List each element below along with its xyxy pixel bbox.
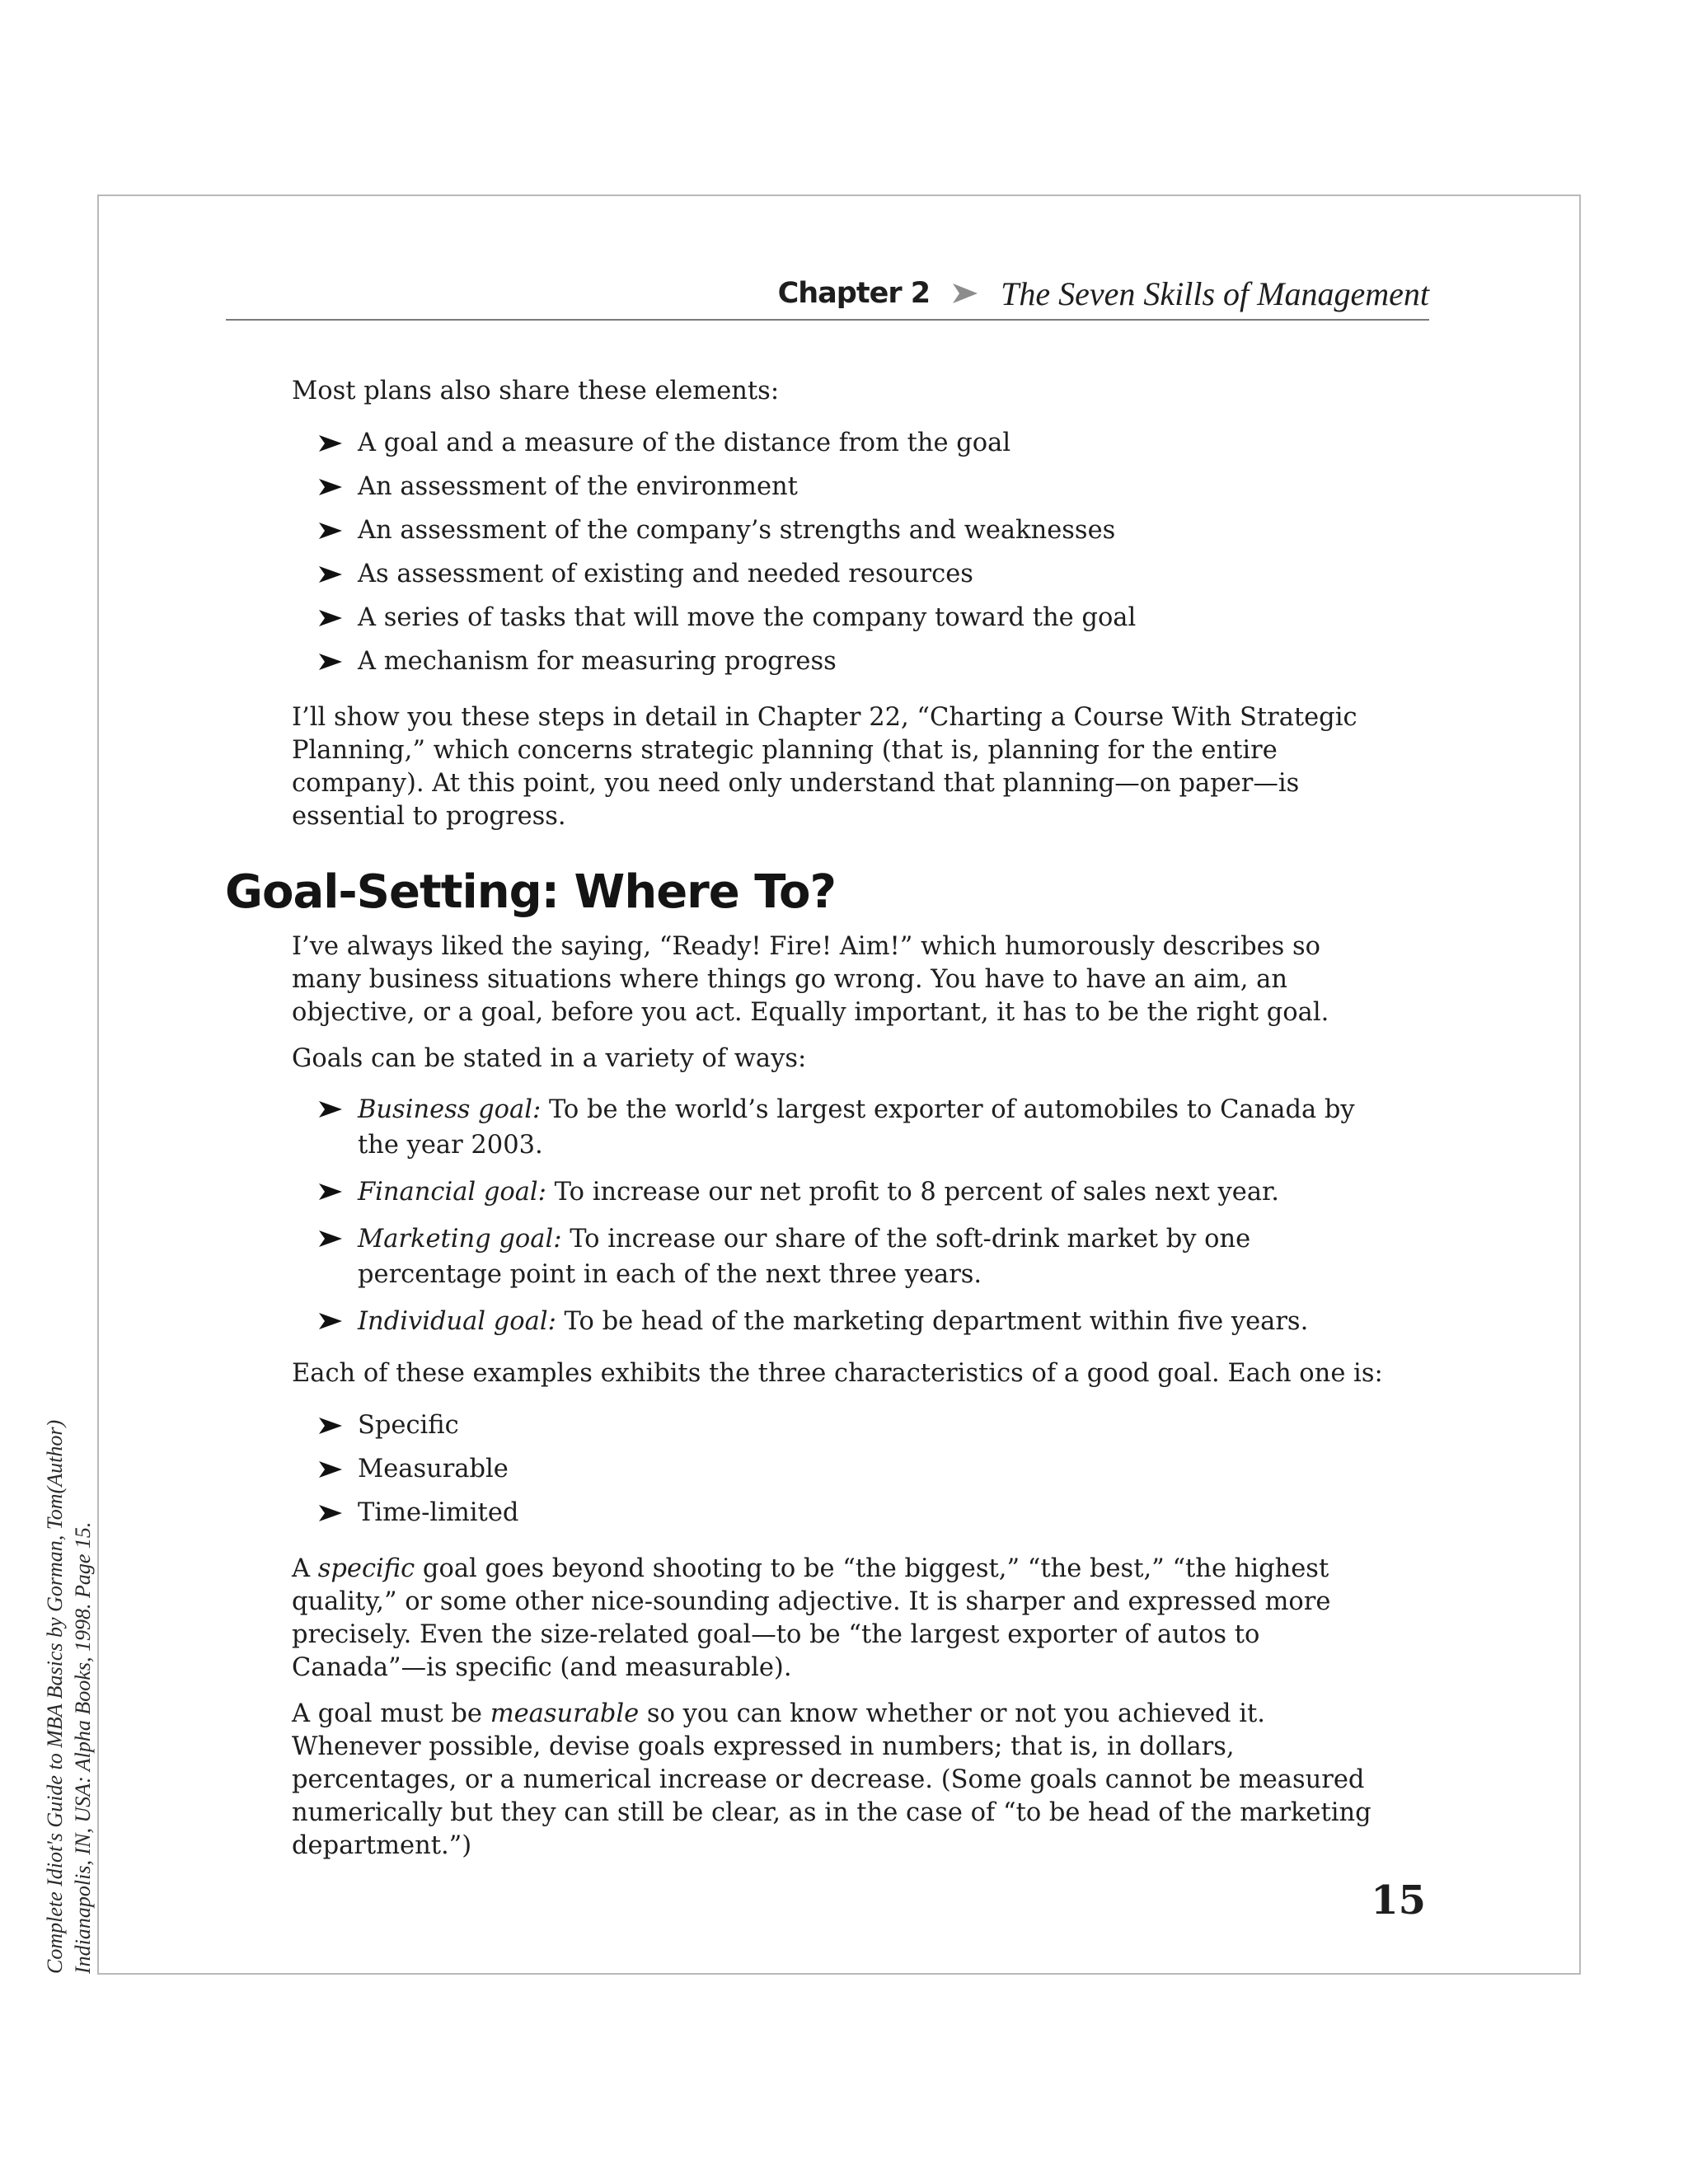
goal-description: To be head of the marketing department within five years.: [556, 1307, 1309, 1336]
list-item: [318, 465, 1396, 509]
chapter-label: Chapter 2: [777, 277, 931, 310]
specific-paragraph: [292, 1553, 1396, 1685]
arrowhead-bullet-icon: [318, 1100, 343, 1118]
list-item: [318, 1404, 1396, 1447]
arrowhead-bullet-icon: [318, 522, 343, 540]
arrowhead-bullet-icon: [318, 1230, 343, 1248]
arrowhead-bullet-icon: [318, 434, 343, 452]
measurable-text-before: A goal must be: [292, 1699, 490, 1728]
specific-text-before: A: [292, 1554, 318, 1583]
page-body: [225, 375, 1396, 1876]
goal-type-label: Financial goal:: [358, 1178, 546, 1207]
list-item: [318, 1447, 1396, 1491]
arrowhead-icon: [951, 281, 979, 306]
specific-emphasis: specific: [317, 1554, 415, 1583]
section-heading: Goal-Setting: Where To?: [225, 865, 836, 919]
running-header: [226, 268, 1429, 321]
arrowhead-bullet-icon: [318, 1312, 343, 1330]
measurable-text-after: so you can know whether or not you achieved it. Whenever possible, devise goals expressed in numbers; that is, in dollars, percentages, or a numerical increase or decrease. (Some goals cannot be measured numerically but they can still be clear, as in the case of “to be head of the marketing department.”): [292, 1699, 1372, 1860]
characteristics-list: [292, 1404, 1396, 1535]
chapter-title: The Seven Skills of Management: [1001, 274, 1429, 312]
list-item-text: A mechanism for measuring progress: [358, 647, 837, 676]
list-item-text: Measurable: [358, 1455, 509, 1483]
goal-description: To increase our net profit to 8 percent of sales next year.: [546, 1178, 1279, 1207]
list-item: [318, 1171, 1396, 1210]
page-number: 15: [1371, 1877, 1426, 1924]
measurable-emphasis: measurable: [490, 1699, 640, 1728]
citation-line-2: Indianapolis, IN, USA: Alpha Books, 1998. Page 15.: [71, 1521, 95, 1974]
specific-text-after: goal goes beyond shooting to be “the biggest,” “the best,” “the highest quality,” or some other nice-sounding adjective. It is sharper and expressed more precisely. Even the size-related goal—to be “the largest exporter of autos to Canada”—is specific (and measurable).: [292, 1554, 1331, 1682]
citation-line-1: Complete Idiot's Guide to MBA Basics by Gorman, Tom(Author): [43, 1419, 67, 1974]
list-item: [318, 1491, 1396, 1535]
arrowhead-bullet-icon: [318, 1504, 343, 1522]
goal-description: To be the world’s largest exporter of automobiles to Canada by the year 2003.: [358, 1095, 1355, 1160]
goals-lead: Goals can be stated in a variety of ways:: [292, 1044, 807, 1073]
side-citation: [41, 1347, 97, 1974]
goal-type-label: Individual goal:: [358, 1307, 556, 1336]
goal-types-list: [292, 1089, 1396, 1339]
list-item-text: An assessment of the environment: [358, 472, 798, 501]
ready-fire-aim-paragraph: I’ve always liked the saying, “Ready! Fire! Aim!” which humorously describes so many business situations where things go wrong. You have to have an aim, an objective, or a goal, before you act. Equally important, it has to be the right goal.: [292, 932, 1329, 1027]
characteristics-lead: Each of these examples exhibits the three characteristics of a good goal. Each one is:: [292, 1359, 1383, 1388]
list-item-text: Specific: [358, 1411, 459, 1440]
list-item: [318, 640, 1396, 683]
list-item: [318, 509, 1396, 552]
goal-type-label: Marketing goal:: [358, 1225, 562, 1254]
arrowhead-bullet-icon: [318, 609, 343, 627]
arrowhead-bullet-icon: [318, 1183, 343, 1201]
list-item: [318, 1089, 1396, 1163]
list-item-text: A series of tasks that will move the company toward the goal: [358, 603, 1137, 632]
arrowhead-bullet-icon: [318, 478, 343, 496]
list-item: [318, 596, 1396, 640]
list-item-text: An assessment of the company’s strengths and weaknesses: [358, 516, 1116, 545]
arrowhead-bullet-icon: [318, 565, 343, 583]
list-item: [318, 552, 1396, 596]
intro-lead: Most plans also share these elements:: [292, 377, 780, 405]
intro-paragraph: I’ll show you these steps in detail in Chapter 22, “Charting a Course With Strategic Planning,” which concerns strategic planning (that is, planning for the entire company). At this point, you need only understand that planning—on paper—is essential to progress.: [292, 703, 1357, 831]
arrowhead-bullet-icon: [318, 653, 343, 671]
list-item-text: A goal and a measure of the distance from the goal: [358, 429, 1011, 457]
plan-elements-list: [292, 421, 1396, 683]
list-item-text: As assessment of existing and needed resources: [358, 560, 973, 588]
goal-type-label: Business goal:: [358, 1095, 542, 1124]
goal-description: To increase our share of the soft-drink market by one percentage point in each of the next three years.: [358, 1225, 1251, 1289]
arrowhead-bullet-icon: [318, 1417, 343, 1435]
arrowhead-bullet-icon: [318, 1460, 343, 1479]
list-item-text: Time-limited: [358, 1498, 519, 1527]
measurable-paragraph: [292, 1698, 1396, 1863]
list-item: [318, 1218, 1396, 1292]
list-item: [318, 1301, 1396, 1339]
list-item: [318, 421, 1396, 465]
